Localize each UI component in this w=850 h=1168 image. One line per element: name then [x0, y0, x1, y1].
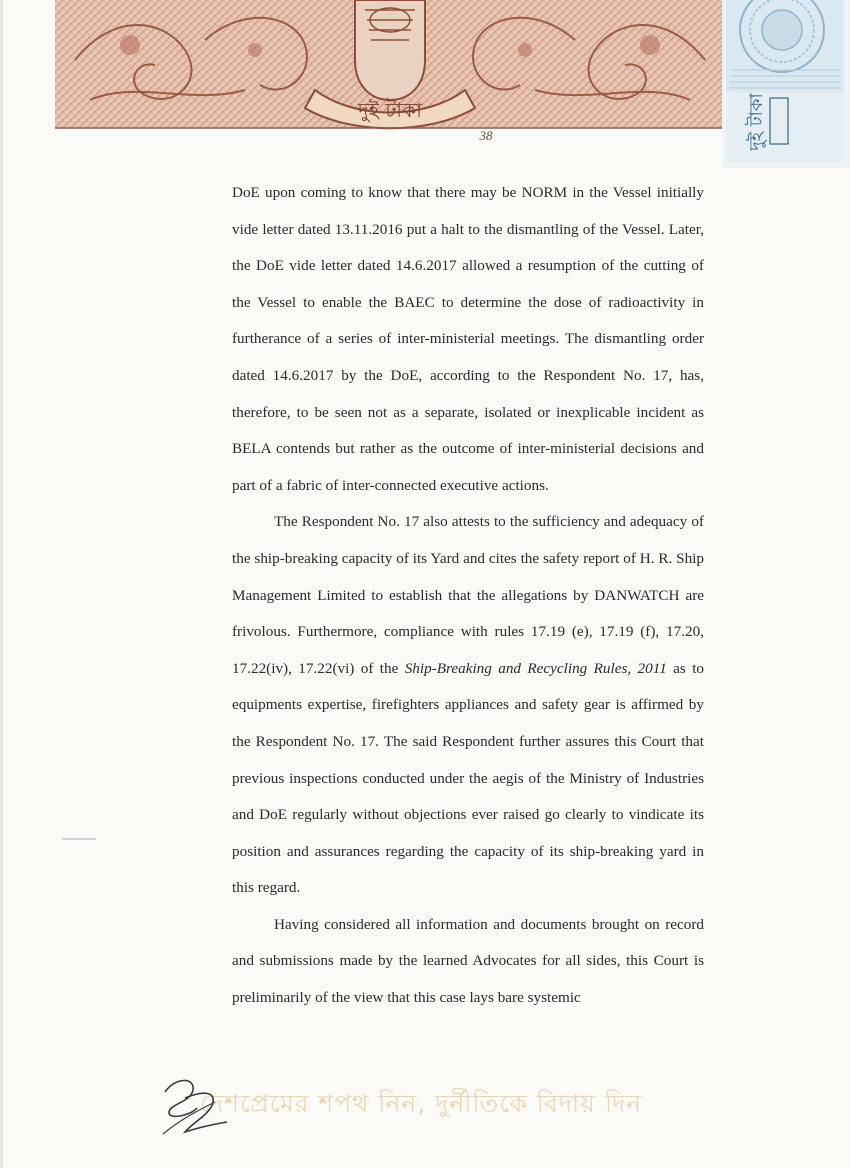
margin-mark	[62, 838, 96, 840]
rules-citation: Ship-Breaking and Recycling Rules, 2011	[404, 659, 667, 677]
revenue-stamp	[722, 0, 850, 168]
paragraph	[232, 175, 704, 504]
paragraph	[232, 907, 704, 1017]
paragraph-text: as to equipments expertise, firefighters appliances and safety gear is affirmed by the Respondent No. 17. The said Respondent further assures this Court that previous inspections conducted under the aegis of the Ministry of Industries and DoE regularly without objections ever raised go clearly to vindicate its position and assurances regarding the capacity of its ship-breaking yard in this regard.	[232, 659, 705, 897]
footer-motto: দেশপ্রেমের শপথ নিন, দুর্নীতিকে বিদায় দিন	[200, 1089, 643, 1118]
paragraph-text: DoE upon coming to know that there may be NORM in the Vessel initially vide letter dated 13.11.2016 put a halt to the dismantling of the Vessel. Later, the DoE vide letter dated 14.6.2017 allowed a resumption of the cutting of the Vessel to enable the BAEC to determine the dose of radioactivity in furtherance of a series of inter-ministerial meetings. The dismantling order dated 14.6.2017 by the DoE, according to the Respondent No. 17, has, therefore, to be seen not as a separate, isolated or inexplicable incident as BELA contends but rather as the outcome of inter-ministerial decisions and part of a fabric of inter-connected executive actions.	[232, 184, 704, 494]
judgment-body	[232, 175, 704, 1017]
page-number: 38	[479, 128, 493, 143]
paragraph-text: The Respondent No. 17 also attests to the sufficiency and adequacy of the ship-breaking capacity of its Yard and cites the safety report of H. R. Ship Management Limited to establish that the allegations by DANWATCH are frivolous. Furthermore, compliance with rules 17.19 (e), 17.19 (f), 17.20, 17.22(iv), 17.22(vi) of the	[232, 513, 704, 677]
handwritten-signature	[155, 1072, 235, 1138]
paragraph	[232, 504, 704, 907]
banner-stamp-text: দুই টাকা	[358, 98, 422, 122]
page-left-edge	[0, 0, 3, 1168]
paragraph-text: Having considered all information and documents brought on record and submissions made by the learned Advocates for all sides, this Court is preliminarily of the view that this case lays bare systemic	[232, 915, 704, 1007]
revenue-stamp-text: দুই টাকা	[746, 93, 767, 151]
stamp-paper-banner	[55, 0, 725, 132]
